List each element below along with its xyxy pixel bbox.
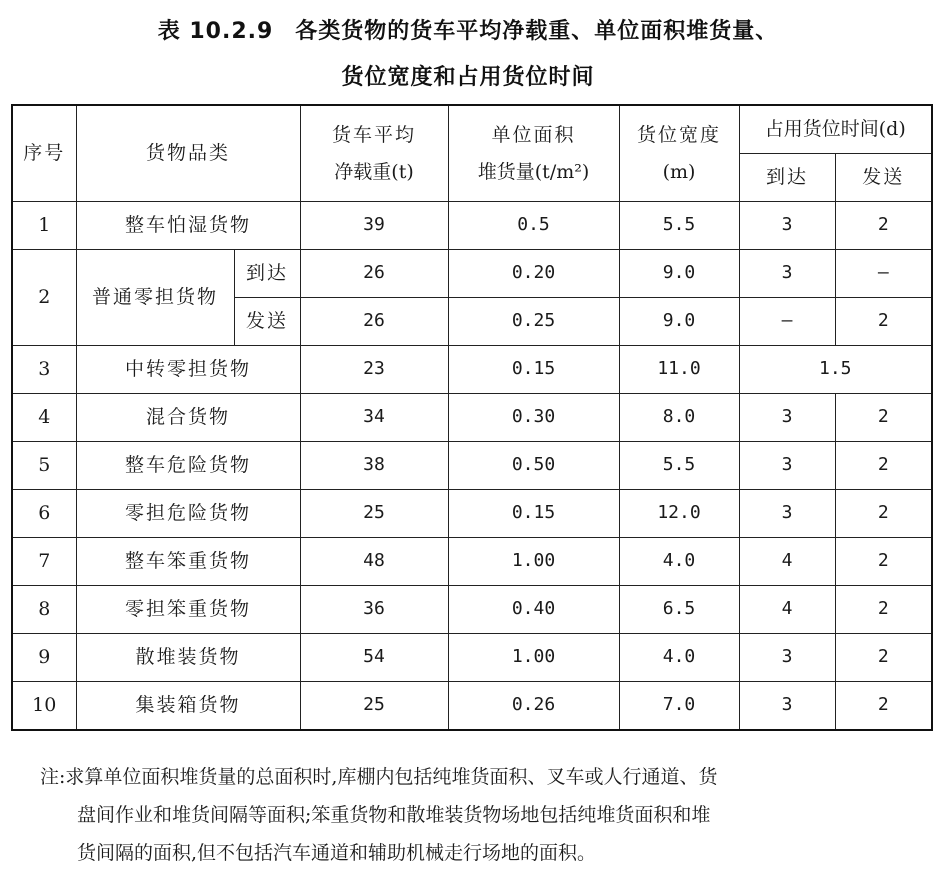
cell-name: 整车怕湿货物 [76,202,300,250]
cell-load: 38 [300,442,448,490]
cell-load: 26 [300,250,448,298]
cell-load: 25 [300,490,448,538]
table-row [12,538,932,586]
table-row [12,250,932,298]
cell-arrive: 3 [739,250,835,298]
cell-width: 6.5 [619,586,739,634]
cell-time-merged: 1.5 [739,346,932,394]
cell-stack: 1.00 [448,634,619,682]
cell-seq: 1 [12,202,76,250]
cell-name: 零担笨重货物 [76,586,300,634]
cell-depart: 2 [835,634,932,682]
header-load-line2: 净载重(t) [334,160,414,183]
cell-width: 12.0 [619,490,739,538]
cell-arrive: 3 [739,442,835,490]
table-row [12,682,932,731]
cell-arrive: — [739,298,835,346]
cell-width: 5.5 [619,202,739,250]
cell-name: 散堆装货物 [76,634,300,682]
cell-depart: 2 [835,490,932,538]
cell-seq: 6 [12,490,76,538]
cell-seq: 9 [12,634,76,682]
header-depart: 发送 [835,154,932,202]
cell-arrive: 3 [739,634,835,682]
table-row [12,634,932,682]
table-title-line1: 各类货物的货车平均净载重、单位面积堆货量、 [295,19,779,44]
header-stack-line1: 单位面积 [491,124,576,147]
cell-depart: 2 [835,682,932,731]
cell-seq: 10 [12,682,76,731]
header-width [619,105,739,202]
table-row [12,490,932,538]
cell-load: 26 [300,298,448,346]
header-width-line2: (m) [662,160,696,183]
cell-stack: 0.5 [448,202,619,250]
cell-arrive: 3 [739,394,835,442]
cell-stack: 0.40 [448,586,619,634]
cell-stack: 0.26 [448,682,619,731]
cell-load: 48 [300,538,448,586]
header-stack [448,105,619,202]
cell-name: 混合货物 [76,394,300,442]
cell-load: 36 [300,586,448,634]
table-row [12,442,932,490]
cell-width: 9.0 [619,250,739,298]
header-load [300,105,448,202]
table-number: 表 10.2.9 [157,19,274,44]
cell-stack: 0.20 [448,250,619,298]
cell-depart: — [835,250,932,298]
cell-load: 54 [300,634,448,682]
cell-name: 整车危险货物 [76,442,300,490]
cell-depart: 2 [835,442,932,490]
cell-seq: 3 [12,346,76,394]
cell-width: 4.0 [619,634,739,682]
cell-stack: 1.00 [448,538,619,586]
cell-name: 中转零担货物 [76,346,300,394]
cell-subtype: 到达 [234,250,300,298]
cell-arrive: 3 [739,202,835,250]
table-row [12,346,932,394]
cell-width: 5.5 [619,442,739,490]
cell-seq: 7 [12,538,76,586]
cell-depart: 2 [835,538,932,586]
cell-subtype: 发送 [234,298,300,346]
cell-seq: 8 [12,586,76,634]
header-time: 占用货位时间(d) [739,105,932,154]
cell-depart: 2 [835,202,932,250]
note-line-1: 注:求算单位面积堆货量的总面积时,库棚内包括纯堆货面积、叉车或人行通道、货 [40,766,718,788]
table-title-line2: 货位宽度和占用货位时间 [341,65,595,90]
data-table [11,104,933,731]
header-arrive: 到达 [739,154,835,202]
cell-load: 34 [300,394,448,442]
cell-name: 普通零担货物 [76,250,234,346]
cell-seq: 2 [12,250,76,346]
cell-width: 7.0 [619,682,739,731]
cell-width: 9.0 [619,298,739,346]
header-stack-line2: 堆货量(t/m²) [477,160,590,183]
cell-arrive: 3 [739,682,835,731]
cell-load: 23 [300,346,448,394]
cell-load: 25 [300,682,448,731]
note-line-3: 货间隔的面积,但不包括汽车通道和辅助机械走行场地的面积。 [77,842,597,864]
cell-depart: 2 [835,586,932,634]
cell-arrive: 4 [739,586,835,634]
cell-stack: 0.50 [448,442,619,490]
note-line-2: 盘间作业和堆货间隔等面积;笨重货物和散堆装货物场地包括纯堆货面积和堆 [77,804,711,826]
table-row [12,586,932,634]
table-row [12,202,932,250]
cell-stack: 0.25 [448,298,619,346]
cell-load: 39 [300,202,448,250]
cell-name: 零担危险货物 [76,490,300,538]
cell-stack: 0.30 [448,394,619,442]
header-seq: 序号 [12,105,76,202]
table-note [40,758,920,872]
cell-name: 整车笨重货物 [76,538,300,586]
cell-seq: 5 [12,442,76,490]
cell-arrive: 4 [739,538,835,586]
cell-depart: 2 [835,298,932,346]
cell-depart: 2 [835,394,932,442]
table-title [0,14,936,45]
cell-stack: 0.15 [448,490,619,538]
cell-name: 集装箱货物 [76,682,300,731]
cell-stack: 0.15 [448,346,619,394]
cell-arrive: 3 [739,490,835,538]
cell-seq: 4 [12,394,76,442]
header-row [12,105,932,154]
cell-width: 11.0 [619,346,739,394]
header-category: 货物品类 [76,105,300,202]
cell-width: 4.0 [619,538,739,586]
cell-width: 8.0 [619,394,739,442]
header-width-line1: 货位宽度 [637,124,722,147]
header-load-line1: 货车平均 [332,124,417,147]
table-row [12,394,932,442]
